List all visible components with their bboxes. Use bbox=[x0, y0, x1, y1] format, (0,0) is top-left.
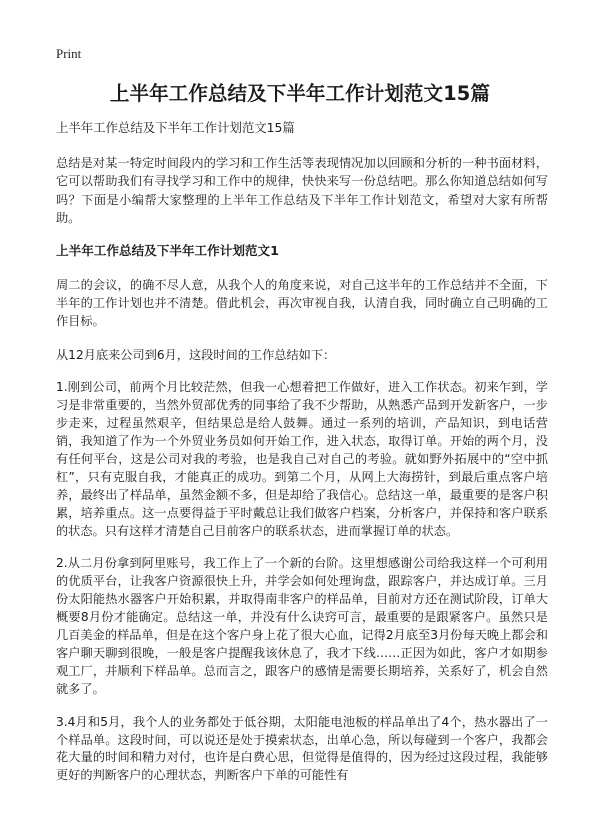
body-paragraph-2: 从12月底来公司到6月，这段时间的工作总结如下： bbox=[56, 347, 336, 362]
section-heading: 上半年工作总结及下半年工作计划范文1 bbox=[56, 242, 279, 258]
body-paragraph-5: 3.4月和5月，我个人的业务都处于低谷期，太阳能电池板的样品单出了4个，热水器出了一个样品单。这段时间，可以说还是处于摸索状态，出单心急，所以每碰到一个客户，我都会花大量的时间和精力对付，也许是白费心思，但觉得是值得的，因为经过这段过程，我能够更好的判断客户的心理状态，判断客户下单的可能性有 bbox=[56, 714, 548, 783]
document-title: 上半年工作总结及下半年工作计划范文15篇 bbox=[109, 82, 491, 105]
body-paragraph-1: 周二的会议，的确不尽人意，从我个人的角度来说，对自己这半年的工作总结并不全面，下半年的工作计划也并不清楚。借此机会，再次审视自我，认清自我，同时确立自己明确的工作目标。 bbox=[56, 277, 548, 329]
intro-paragraph: 总结是对某一特定时间段内的学习和工作生活等表现情况加以回顾和分析的一种书面材料，它可以帮助我们有寻找学习和工作中的规律，快快来写一份总结吧。那么你知道总结如何写吗？下面是小编帮大家整理的上半年工作总结及下半年工作计划范文，希望对大家有所帮助。 bbox=[56, 156, 548, 226]
document-body bbox=[56, 120, 548, 800]
document-subtitle: 上半年工作总结及下半年工作计划范文15篇 bbox=[56, 120, 295, 135]
body-paragraph-3: 1.刚到公司，前两个月比较茫然，但我一心想着把工作做好，进入工作状态。初来乍到，学习是非常重要的，当然外贸部优秀的同事给了我不少帮助，从熟悉产品到开发新客户，一步步走来，过程虽然艰辛，但结果总是给人鼓舞。通过一系列的培训，产品知识，到电话营销，我知道了作为一个外贸业务员如何开始工作，进入状态，取得订单。开始的两个月，没有任何平台，这是公司对我的考验，也是我自己对自己的考验。就如野外拓展中的“空中抓杠”，只有克服自我，才能真正的成功。到第二个月，从网上大海捞针，到最后重点客户培养，最终出了样品单，虽然金额不多，但是却给了我信心。总结这一单，最重要的是客户积累，培养重点。这一点要得益于平时戴总让我们做客户档案，分析客户，并保持和客户联系的状态。只有这样才清楚自己目前客户的联系状态，进而掌握订单的状态。 bbox=[56, 380, 548, 538]
body-paragraph-4: 2.从二月份拿到阿里账号，我工作上了一个新的台阶。这里想感谢公司给我这样一个可利用的优质平台，让我客户资源很快上升，并学会如何处理询盘，跟踪客户，并达成订单。三月份太阳能热水器客户开始积累，并取得南非客户的样品单，目前对方还在测试阶段，订单大概要8月份才能确定。总结这一单，并没有什么诀窍可言，最重要的是跟紧客户。虽然只是几百美金的样品单，但是在这个客户身上花了很大心血，记得2月底至3月份每天晚上都会和客户聊天聊到很晚，一般是客户提醒我该休息了，我才下线……正因为如此，客户才如期参观工厂，并顺利下样品单。总而言之，跟客户的感情是需要长期培养，关系好了，机会自然就多了。 bbox=[56, 556, 548, 696]
print-link[interactable]: Print bbox=[56, 46, 82, 61]
